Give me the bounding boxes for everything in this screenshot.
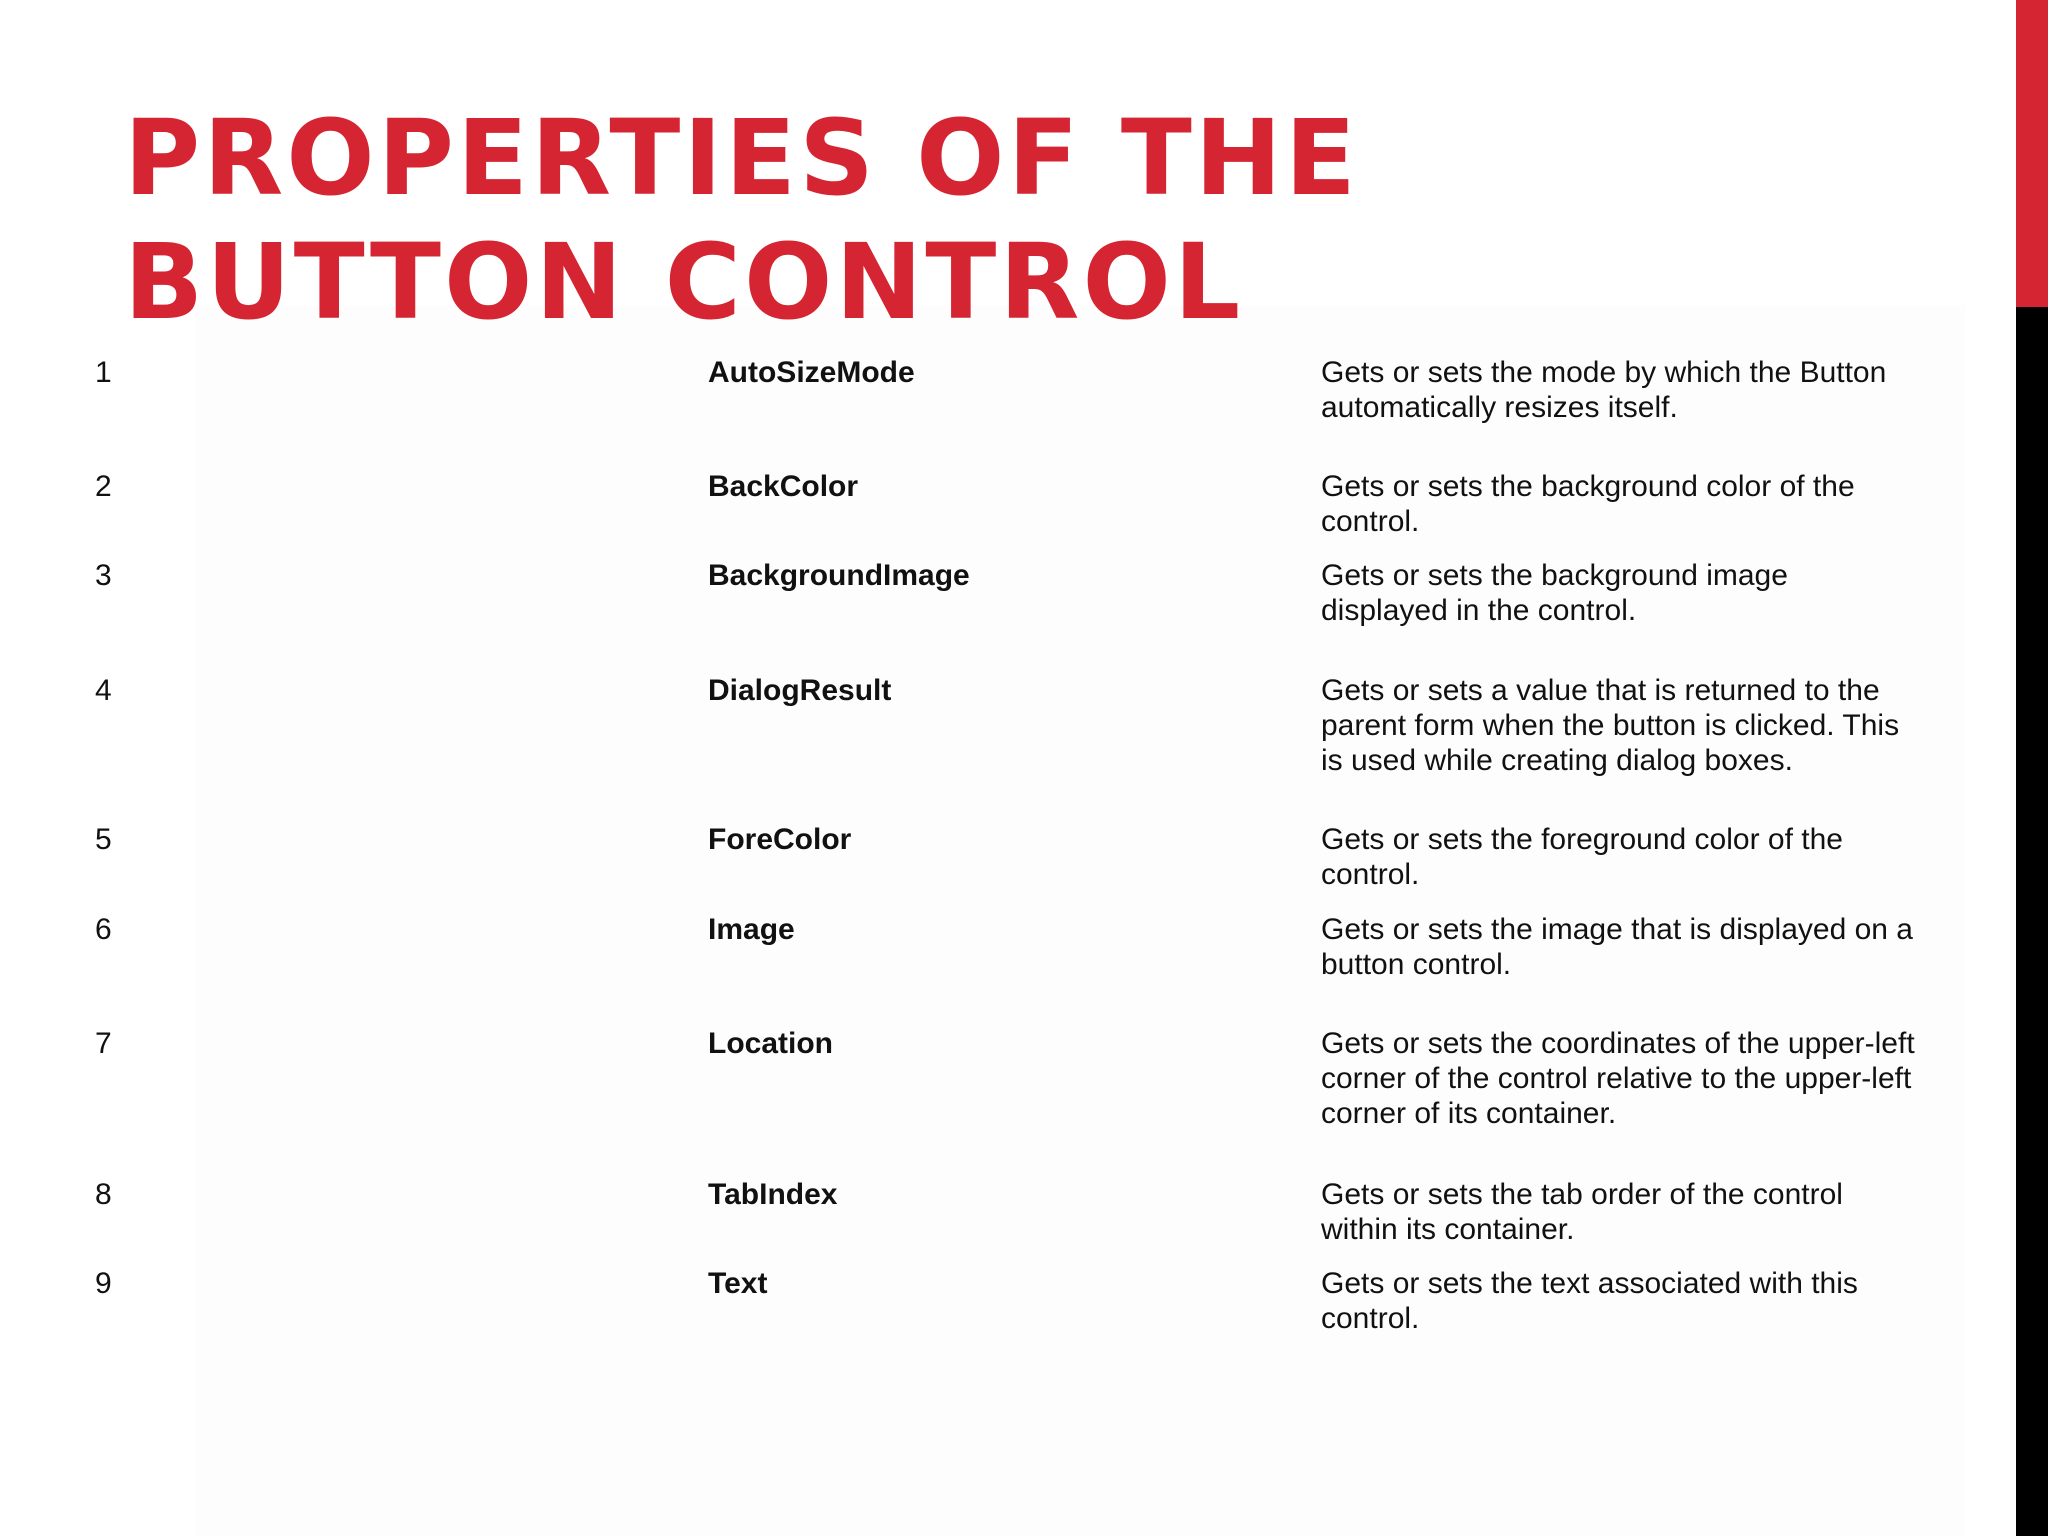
property-name: Text (708, 1267, 768, 1300)
property-description: Gets or sets the foreground color of the control. (1321, 823, 1843, 891)
row-number: 9 (95, 1267, 112, 1300)
row-number: 6 (95, 913, 112, 946)
property-name: BackgroundImage (708, 559, 970, 592)
property-description: Gets or sets the text associated with this control. (1321, 1267, 1858, 1335)
row-number: 3 (95, 559, 112, 592)
property-name: Image (708, 913, 795, 946)
property-name: Location (708, 1027, 833, 1060)
property-description: Gets or sets the mode by which the Button automatically resizes itself. (1321, 356, 1887, 424)
property-name: AutoSizeMode (708, 356, 915, 389)
property-description: Gets or sets the background color of the control. (1321, 470, 1855, 538)
slide-title-line-2: BUTTON CONTROL (124, 221, 1244, 343)
row-number: 4 (95, 674, 112, 707)
property-description: Gets or sets the image that is displayed on a button control. (1321, 913, 1913, 981)
property-name: BackColor (708, 470, 859, 503)
slide-title (124, 96, 1424, 344)
property-description: Gets or sets the coordinates of the upper-left corner of the control relative to the upper-left corner of its container. (1321, 1027, 1915, 1130)
row-number: 2 (95, 470, 112, 503)
accent-bar-red (2016, 0, 2048, 307)
property-name: DialogResult (708, 674, 892, 707)
accent-bar-black (2016, 307, 2048, 1536)
row-number: 5 (95, 823, 112, 856)
row-number: 1 (95, 356, 112, 389)
property-name: ForeColor (708, 823, 852, 856)
property-name: TabIndex (708, 1178, 838, 1211)
row-number: 7 (95, 1027, 112, 1060)
property-description: Gets or sets the tab order of the control within its container. (1321, 1178, 1843, 1246)
slide-title-line-1: PROPERTIES OF THE (124, 97, 1359, 219)
property-description: Gets or sets a value that is returned to the parent form when the button is clicked. This is used while creating dialog boxes. (1321, 674, 1900, 777)
property-description: Gets or sets the background image displayed in the control. (1321, 559, 1788, 627)
row-number: 8 (95, 1178, 112, 1211)
